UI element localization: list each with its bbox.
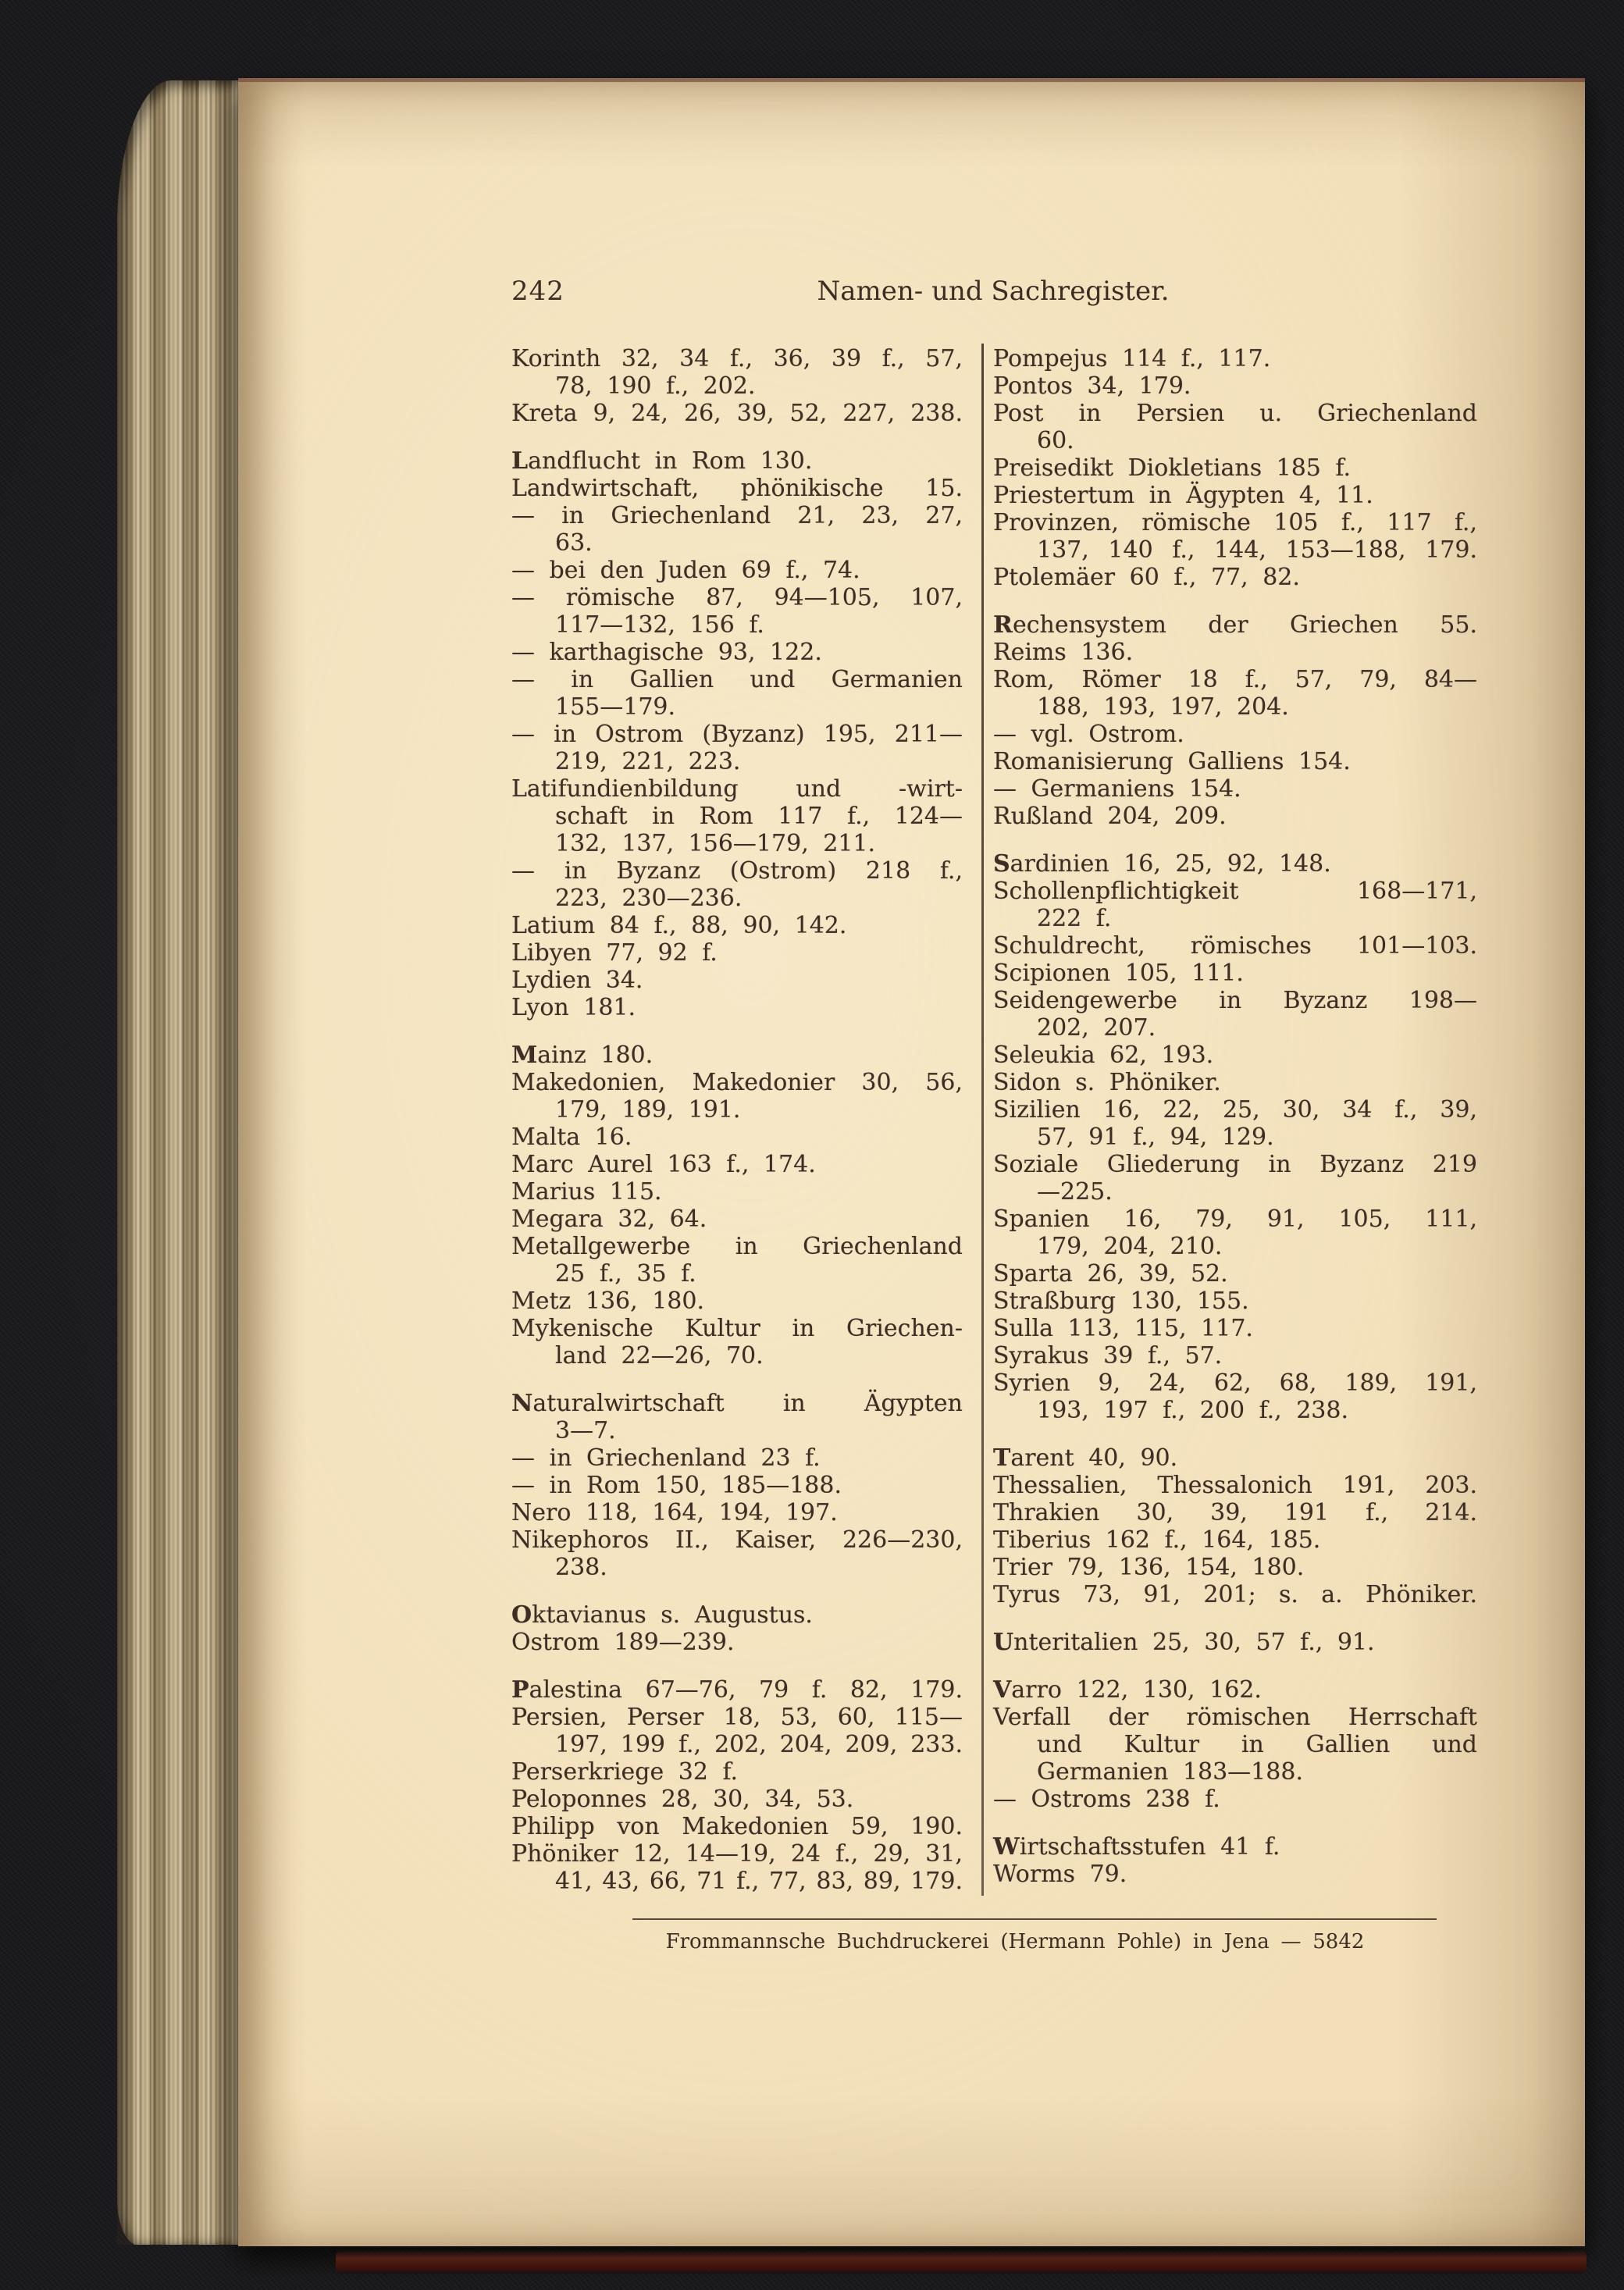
index-entry — [993, 878, 1477, 932]
index-line: Metz 136, 180. — [511, 1287, 704, 1315]
index-entry — [511, 1151, 963, 1178]
index-line: 219, 221, 223. — [555, 748, 741, 775]
index-line: — Germaniens 154. — [993, 775, 1241, 803]
index-line: Ptolemäer 60 f., 77, 82. — [993, 564, 1300, 591]
index-line: schaft in Rom 117 f., 124— — [555, 803, 963, 830]
index-line: Phöniker 12, 14—19, 24 f., 29, 31, — [511, 1840, 963, 1868]
index-line: Germanien 183—188. — [1037, 1758, 1303, 1786]
index-entry — [993, 482, 1477, 509]
index-line: Malta 16. — [511, 1124, 632, 1151]
index-line: Schollenpflichtigkeit 168—171, — [993, 878, 1477, 905]
index-line: Marc Aurel 163 f., 174. — [511, 1151, 816, 1178]
index-entry — [511, 502, 963, 557]
index-line: — in Gallien und Germanien — [511, 666, 963, 693]
index-entry — [993, 1676, 1477, 1704]
index-line: Tarent 40, 90. — [993, 1444, 1178, 1472]
index-entry — [511, 1444, 963, 1472]
index-entry — [993, 1629, 1477, 1656]
index-line: Tyrus 73, 91, 201; s. a. Phöniker. — [993, 1581, 1477, 1608]
index-entry — [993, 721, 1477, 748]
index-column-right — [993, 345, 1477, 1888]
index-line: 3—7. — [555, 1417, 616, 1444]
index-line: Lyon 181. — [511, 994, 636, 1021]
index-line: Lydien 34. — [511, 967, 643, 994]
index-entry — [511, 475, 963, 502]
index-entry — [511, 345, 963, 400]
index-line: 197, 199 f., 202, 204, 209, 233. — [555, 1731, 963, 1758]
index-line: Wirtschaftsstufen 41 f. — [993, 1833, 1280, 1861]
index-entry — [511, 1601, 963, 1629]
index-entry — [993, 611, 1477, 639]
footer-rule — [632, 1918, 1437, 1920]
index-entry — [511, 1390, 963, 1444]
index-entry — [511, 1472, 963, 1499]
index-line: Libyen 77, 92 f. — [511, 939, 718, 967]
index-line: Naturalwirtschaft in Ägypten — [511, 1390, 963, 1417]
index-column-left — [511, 345, 963, 1895]
index-line: 223, 230—236. — [555, 885, 743, 912]
index-line: Mykenische Kultur in Griechen- — [511, 1315, 963, 1342]
index-line: — Ostroms 238 f. — [993, 1786, 1220, 1813]
index-entry — [511, 1786, 963, 1813]
index-line: Syrakus 39 f., 57. — [993, 1342, 1223, 1369]
index-line: Latifundienbildung und -wirt- — [511, 775, 963, 803]
index-entry — [511, 1813, 963, 1840]
index-line: Thessalien, Thessalonich 191, 203. — [993, 1472, 1477, 1499]
index-line: 63. — [555, 529, 593, 557]
index-entry — [993, 987, 1477, 1042]
page-number: 242 — [511, 276, 564, 307]
index-entry — [993, 1315, 1477, 1342]
index-entry — [511, 666, 963, 721]
index-line: Nero 118, 164, 194, 197. — [511, 1499, 838, 1526]
index-entry — [511, 912, 963, 939]
index-line: und Kultur in Gallien und — [1037, 1731, 1477, 1758]
index-entry — [993, 1206, 1477, 1260]
index-line: Peloponnes 28, 30, 34, 53. — [511, 1786, 854, 1813]
index-line: Sulla 113, 115, 117. — [993, 1315, 1253, 1342]
index-line: Unteritalien 25, 30, 57 f., 91. — [993, 1629, 1375, 1656]
index-entry — [993, 1069, 1477, 1096]
index-line: Trier 79, 136, 154, 180. — [993, 1554, 1305, 1581]
index-line: Marius 115. — [511, 1178, 662, 1206]
index-line: 57, 91 f., 94, 129. — [1037, 1124, 1274, 1151]
index-entry — [511, 584, 963, 639]
index-line: Verfall der römischen Herrschaft — [993, 1704, 1477, 1731]
index-entry — [511, 721, 963, 775]
index-entry — [511, 1526, 963, 1581]
page-header-title: Namen- und Sachregister. — [817, 276, 1170, 307]
index-entry — [511, 1206, 963, 1233]
index-entry — [993, 803, 1477, 830]
index-entry — [511, 1287, 963, 1315]
index-line: 222 f. — [1037, 905, 1112, 932]
index-entry — [993, 1526, 1477, 1554]
index-entry — [993, 666, 1477, 721]
index-entry — [511, 1840, 963, 1895]
index-entry — [511, 1758, 963, 1786]
index-entry — [511, 1042, 963, 1069]
index-entry — [993, 564, 1477, 591]
index-entry — [993, 1833, 1477, 1861]
index-line: — karthagische 93, 122. — [511, 639, 822, 666]
index-entry — [993, 1151, 1477, 1206]
index-entry — [511, 1676, 963, 1704]
index-line: Metallgewerbe in Griechenland — [511, 1233, 963, 1260]
index-line: 132, 137, 156—179, 211. — [555, 830, 876, 857]
index-line: — vgl. Ostrom. — [993, 721, 1184, 748]
index-entry — [511, 447, 963, 475]
index-entry — [993, 960, 1477, 987]
index-entry — [511, 775, 963, 857]
index-entry — [511, 994, 963, 1021]
index-line: Megara 32, 64. — [511, 1206, 707, 1233]
index-line: 179, 189, 191. — [555, 1096, 741, 1124]
book-cover-bottom-edge — [336, 2250, 1587, 2274]
index-line: Varro 122, 130, 162. — [993, 1676, 1262, 1704]
index-entry — [993, 1042, 1477, 1069]
index-line: Rußland 204, 209. — [993, 803, 1227, 830]
index-line: Ostrom 189—239. — [511, 1629, 735, 1656]
index-entry — [511, 639, 963, 666]
index-entry — [993, 1342, 1477, 1369]
index-line: Rom, Römer 18 f., 57, 79, 84— — [993, 666, 1477, 693]
index-line: Makedonien, Makedonier 30, 56, — [511, 1069, 963, 1096]
index-line: 137, 140 f., 144, 153—188, 179. — [1037, 536, 1477, 564]
index-line: 25 f., 35 f. — [555, 1260, 696, 1287]
index-line: — in Griechenland 23 f. — [511, 1444, 821, 1472]
index-line: 41, 43, 66, 71 f., 77, 83, 89, 179. — [555, 1868, 963, 1895]
index-entry — [511, 1069, 963, 1124]
index-entry — [993, 1786, 1477, 1813]
index-entry — [511, 857, 963, 912]
index-entry — [993, 1704, 1477, 1786]
index-line: Korinth 32, 34 f., 36, 39 f., 57, — [511, 345, 963, 372]
index-entry — [993, 1444, 1477, 1472]
index-line: Sparta 26, 39, 52. — [993, 1260, 1228, 1287]
index-line: Landwirtschaft, phönikische 15. — [511, 475, 963, 502]
index-entry — [993, 509, 1477, 564]
index-line: Landflucht in Rom 130. — [511, 447, 813, 475]
column-divider-rule — [981, 344, 984, 1896]
index-line: Persien, Perser 18, 53, 60, 115— — [511, 1704, 963, 1731]
index-line: Thrakien 30, 39, 191 f., 214. — [993, 1499, 1477, 1526]
index-entry — [511, 939, 963, 967]
index-entry — [511, 1178, 963, 1206]
index-entry — [511, 1499, 963, 1526]
index-line: 155—179. — [555, 693, 676, 721]
index-line: — bei den Juden 69 f., 74. — [511, 557, 860, 584]
index-line: Oktavianus s. Augustus. — [511, 1601, 813, 1629]
index-entry — [511, 557, 963, 584]
index-line: — in Griechenland 21, 23, 27, — [511, 502, 963, 529]
index-entry — [511, 967, 963, 994]
index-line: Kreta 9, 24, 26, 39, 52, 227, 238. — [511, 400, 963, 427]
index-line: — in Rom 150, 185—188. — [511, 1472, 842, 1499]
index-entry — [993, 1096, 1477, 1151]
index-line: 238. — [555, 1554, 607, 1581]
index-entry — [993, 932, 1477, 960]
index-entry — [993, 372, 1477, 400]
printer-imprint: Frommannsche Buchdruckerei (Hermann Pohle) in Jena — 5842 — [665, 1930, 1365, 1953]
index-line: Nikephoros II., Kaiser, 226—230, — [511, 1526, 963, 1554]
index-line: Scipionen 105, 111. — [993, 960, 1244, 987]
index-entry — [511, 1629, 963, 1656]
index-line: 188, 193, 197, 204. — [1037, 693, 1289, 721]
index-line: Pompejus 114 f., 117. — [993, 345, 1271, 372]
index-entry — [511, 1233, 963, 1287]
index-line: Rechensystem der Griechen 55. — [993, 611, 1477, 639]
index-line: Schuldrecht, römisches 101—103. — [993, 932, 1477, 960]
index-line: Post in Persien u. Griechenland — [993, 400, 1477, 427]
index-line: Perserkriege 32 f. — [511, 1758, 739, 1786]
index-line: 117—132, 156 f. — [555, 611, 764, 639]
index-line: Provinzen, römische 105 f., 117 f., — [993, 509, 1477, 536]
index-entry — [511, 1124, 963, 1151]
index-line: Reims 136. — [993, 639, 1134, 666]
index-entry — [993, 1554, 1477, 1581]
book-page — [238, 78, 1585, 2246]
index-line: 60. — [1037, 427, 1074, 454]
index-entry — [993, 400, 1477, 454]
index-entry — [993, 1260, 1477, 1287]
index-line: Sardinien 16, 25, 92, 148. — [993, 850, 1331, 878]
book-page-stack-edge — [117, 80, 248, 2245]
index-line: Philipp von Makedonien 59, 190. — [511, 1813, 963, 1840]
index-entry — [993, 1861, 1477, 1888]
index-entry — [993, 1581, 1477, 1608]
index-line: 78, 190 f., 202. — [555, 372, 756, 400]
index-line: — in Byzanz (Ostrom) 218 f., — [511, 857, 963, 885]
index-line: —225. — [1037, 1178, 1113, 1206]
index-line: Priestertum in Ägypten 4, 11. — [993, 482, 1373, 509]
index-line: Tiberius 162 f., 164, 185. — [993, 1526, 1321, 1554]
index-line: 179, 204, 210. — [1037, 1233, 1223, 1260]
index-line: 193, 197 f., 200 f., 238. — [1037, 1397, 1349, 1424]
index-entry — [511, 1704, 963, 1758]
index-line: Syrien 9, 24, 62, 68, 189, 191, — [993, 1369, 1477, 1397]
index-entry — [993, 748, 1477, 775]
index-line: Spanien 16, 79, 91, 105, 111, — [993, 1206, 1477, 1233]
index-entry — [511, 400, 963, 427]
index-line: Latium 84 f., 88, 90, 142. — [511, 912, 847, 939]
index-line: Romanisierung Galliens 154. — [993, 748, 1351, 775]
index-line: Preisedikt Diokletians 185 f. — [993, 454, 1351, 482]
index-line: Seleukia 62, 193. — [993, 1042, 1214, 1069]
index-line: 202, 207. — [1037, 1014, 1156, 1042]
index-line: Mainz 180. — [511, 1042, 654, 1069]
index-entry — [993, 1472, 1477, 1499]
index-entry — [993, 1287, 1477, 1315]
index-entry — [993, 775, 1477, 803]
index-line: land 22—26, 70. — [555, 1342, 764, 1369]
index-entry — [993, 1369, 1477, 1424]
index-entry — [993, 345, 1477, 372]
index-entry — [993, 639, 1477, 666]
index-line: Palestina 67—76, 79 f. 82, 179. — [511, 1676, 963, 1704]
index-entry — [993, 1499, 1477, 1526]
index-line: Worms 79. — [993, 1861, 1127, 1888]
index-entry — [511, 1315, 963, 1369]
index-line: Straßburg 130, 155. — [993, 1287, 1249, 1315]
index-line: Sizilien 16, 22, 25, 30, 34 f., 39, — [993, 1096, 1477, 1124]
index-entry — [993, 454, 1477, 482]
index-line: Sidon s. Phöniker. — [993, 1069, 1221, 1096]
index-line: — in Ostrom (Byzanz) 195, 211— — [511, 721, 963, 748]
index-line: — römische 87, 94—105, 107, — [511, 584, 963, 611]
index-line: Pontos 34, 179. — [993, 372, 1191, 400]
index-entry — [993, 850, 1477, 878]
index-line: Seidengewerbe in Byzanz 198— — [993, 987, 1477, 1014]
index-line: Soziale Gliederung in Byzanz 219 — [993, 1151, 1477, 1178]
